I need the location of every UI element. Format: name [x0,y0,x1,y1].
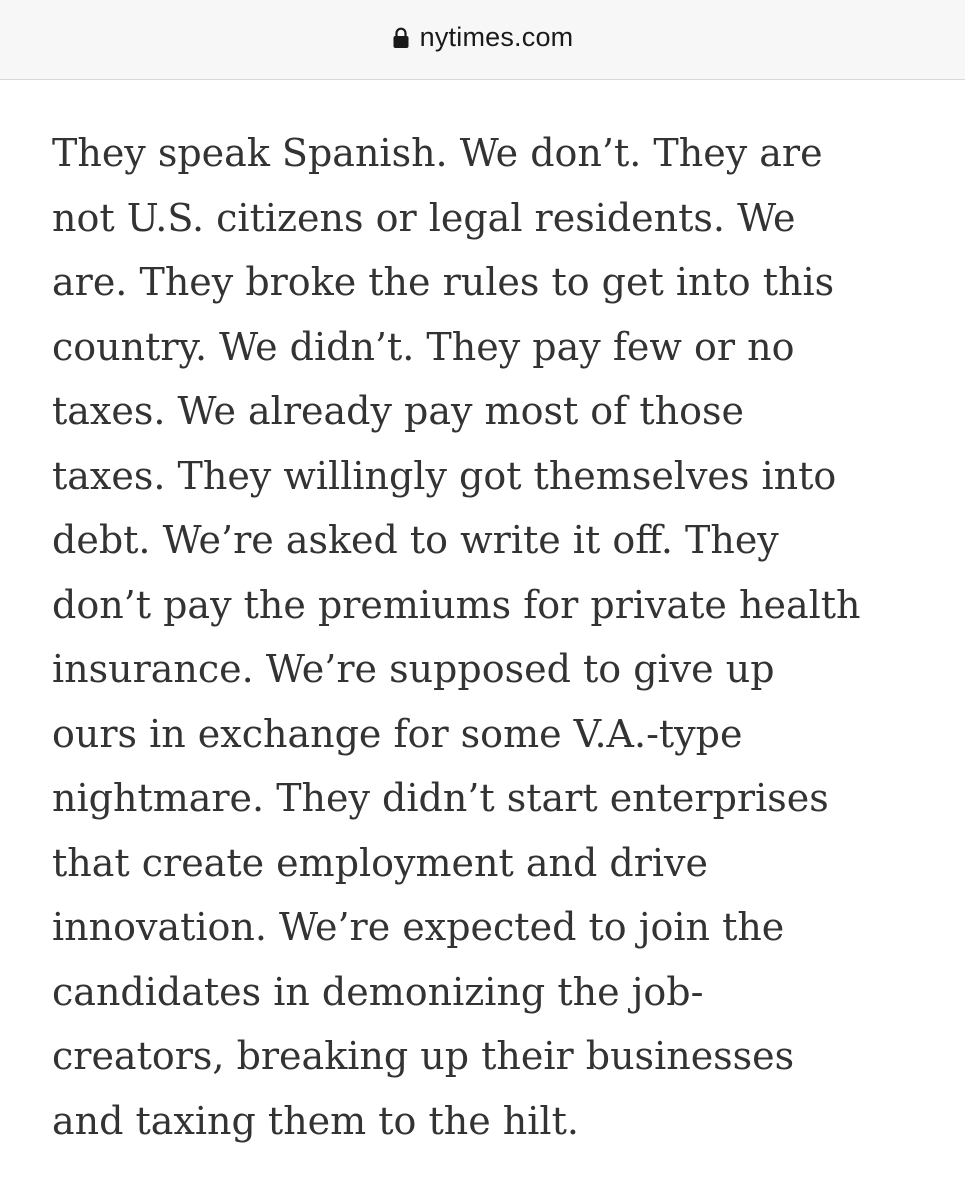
article-line: nightmare. They didn’t start enterprises [52,776,829,820]
article-line: insurance. We’re supposed to give up [52,647,775,691]
article-line: taxes. We already pay most of those [52,389,744,433]
article-line: taxes. They willingly got themselves into [52,453,837,498]
url-text: nytimes.com [419,22,574,52]
article-line: country. We didn’t. They pay few or no [52,324,795,369]
article-line: They speak Spanish. We don’t. They are [52,131,823,175]
url-display[interactable] [392,22,574,53]
article-line: ours in exchange for some V.A.-type [52,711,743,756]
article-line: innovation. We’re expected to join the [52,905,785,949]
article-line: don’t pay the premiums for private health [52,582,861,627]
article-line: and taxing them to the hilt. [52,1098,579,1143]
lock-icon [392,27,410,49]
article-body [52,121,922,1153]
article-line: are. They broke the rules to get into this [52,260,835,304]
address-bar[interactable] [0,0,965,80]
article-line: creators, breaking up their businesses [52,1034,795,1078]
article-line: that create employment and drive [52,840,709,885]
article-line: debt. We’re asked to write it off. They [52,518,779,562]
article-line: not U.S. citizens or legal residents. We [52,195,796,240]
article-line: candidates in demonizing the job- [52,969,704,1014]
